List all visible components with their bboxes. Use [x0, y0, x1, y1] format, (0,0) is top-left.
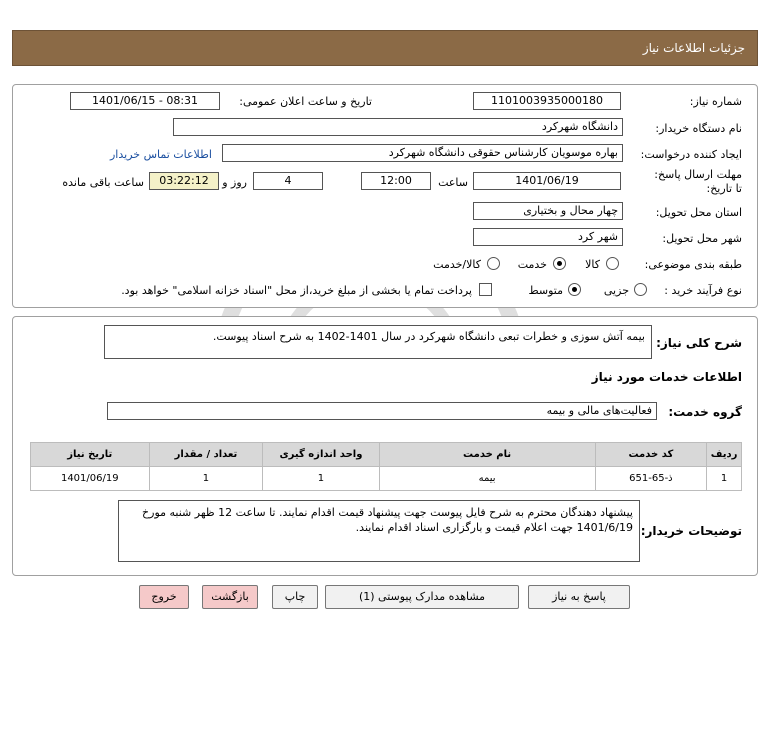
remaining-time-field: 03:22:12 — [149, 172, 219, 190]
service-group-field: فعالیت‌های مالی و بیمه — [107, 402, 657, 420]
buyer-org-field: دانشگاه شهرکرد — [173, 118, 623, 136]
requester-field: بهاره موسویان کارشناس حقوقی دانشگاه شهرکرد — [222, 144, 623, 162]
services-section-title: اطلاعات خدمات مورد نیاز — [591, 370, 742, 384]
need-number-label: شماره نیاز: — [689, 95, 742, 108]
category-service-label: خدمت — [517, 258, 547, 271]
category-goods-service-label: کالا/خدمت — [433, 258, 481, 271]
category-goods-label: کالا — [585, 258, 600, 271]
city-label: شهر محل تحویل: — [662, 232, 742, 245]
category-goods-service-radio[interactable] — [487, 257, 500, 270]
process-minor-label: جزیی — [603, 284, 629, 297]
cell-service-code: ذ-65-651 — [595, 467, 707, 491]
contact-info-link[interactable]: اطلاعات تماس خریدار — [110, 148, 212, 161]
exit-button[interactable]: خروج — [139, 585, 189, 609]
table-row — [31, 467, 742, 491]
cell-need-date: 1401/06/19 — [31, 467, 150, 491]
province-label: استان محل تحویل: — [655, 206, 742, 219]
page-header — [12, 30, 758, 66]
time-label: ساعت — [438, 176, 468, 189]
city-field: شهر کرد — [473, 228, 623, 246]
days-label: روز و — [222, 176, 247, 189]
cell-quantity: 1 — [149, 467, 263, 491]
print-button[interactable]: چاپ — [272, 585, 318, 609]
process-medium-label: متوسط — [528, 284, 563, 297]
process-label: نوع فرآیند خرید : — [664, 284, 742, 297]
service-group-label: گروه خدمت: — [668, 405, 742, 419]
summary-field: بیمه آتش سوزی و خطرات تبعی دانشگاه شهرکرد در سال 1401-1402 به شرح اسناد پیوست. — [104, 325, 652, 359]
deadline-date-field: 1401/06/19 — [473, 172, 621, 190]
cell-service-name: بیمه — [379, 467, 595, 491]
buyer-org-label: نام دستگاه خریدار: — [655, 122, 742, 135]
province-field: چهار محال و بختیاری — [473, 202, 623, 220]
col-unit: واحد اندازه گیری — [263, 443, 379, 467]
buyer-notes-label: توضیحات خریدار: — [640, 524, 742, 538]
buyer-notes-field: پیشنهاد دهندگان محترم به شرح فایل پیوست جهت پیشنهاد قیمت اقدام نمایند. تا ساعت 12 ظهر شنبه مورخ 1401/6/19 جهت اعلام قیمت و بارگزاری اسناد اقدام نمایند. — [118, 500, 640, 562]
deadline-label: مهلت ارسال پاسخ: تا تاریخ: — [654, 168, 742, 195]
announce-label: تاریخ و ساعت اعلان عمومی: — [239, 95, 372, 108]
treasury-payment-checkbox[interactable] — [479, 283, 492, 296]
category-goods-radio[interactable] — [606, 257, 619, 270]
requester-label: ایجاد کننده درخواست: — [640, 148, 742, 161]
services-table — [30, 442, 742, 491]
need-number-field: 1101003935000180 — [473, 92, 621, 110]
back-button[interactable]: بازگشت — [202, 585, 258, 609]
process-medium-radio[interactable] — [568, 283, 581, 296]
remaining-label: ساعت باقی مانده — [62, 176, 144, 189]
table-header-row — [31, 443, 742, 467]
col-service-name: نام خدمت — [379, 443, 595, 467]
col-quantity: تعداد / مقدار — [149, 443, 263, 467]
deadline-time-field: 12:00 — [361, 172, 431, 190]
category-service-radio[interactable] — [553, 257, 566, 270]
view-attachments-button[interactable]: مشاهده مدارک پیوستی (1) — [325, 585, 519, 609]
process-minor-radio[interactable] — [634, 283, 647, 296]
summary-label: شرح کلی نیاز: — [656, 336, 742, 350]
col-need-date: تاریخ نیاز — [31, 443, 150, 467]
cell-unit: 1 — [263, 467, 379, 491]
treasury-payment-note: پرداخت تمام یا بخشی از مبلغ خرید،از محل "اسناد خزانه اسلامی" خواهد بود. — [121, 284, 472, 297]
col-service-code: کد خدمت — [595, 443, 707, 467]
reply-button[interactable]: پاسخ به نیاز — [528, 585, 630, 609]
announce-field: 1401/06/15 - 08:31 — [70, 92, 220, 110]
cell-row: 1 — [707, 467, 742, 491]
col-row: ردیف — [707, 443, 742, 467]
page-title: جزئیات اطلاعات نیاز — [642, 41, 745, 55]
days-field: 4 — [253, 172, 323, 190]
category-label: طبقه بندی موضوعی: — [644, 258, 742, 271]
